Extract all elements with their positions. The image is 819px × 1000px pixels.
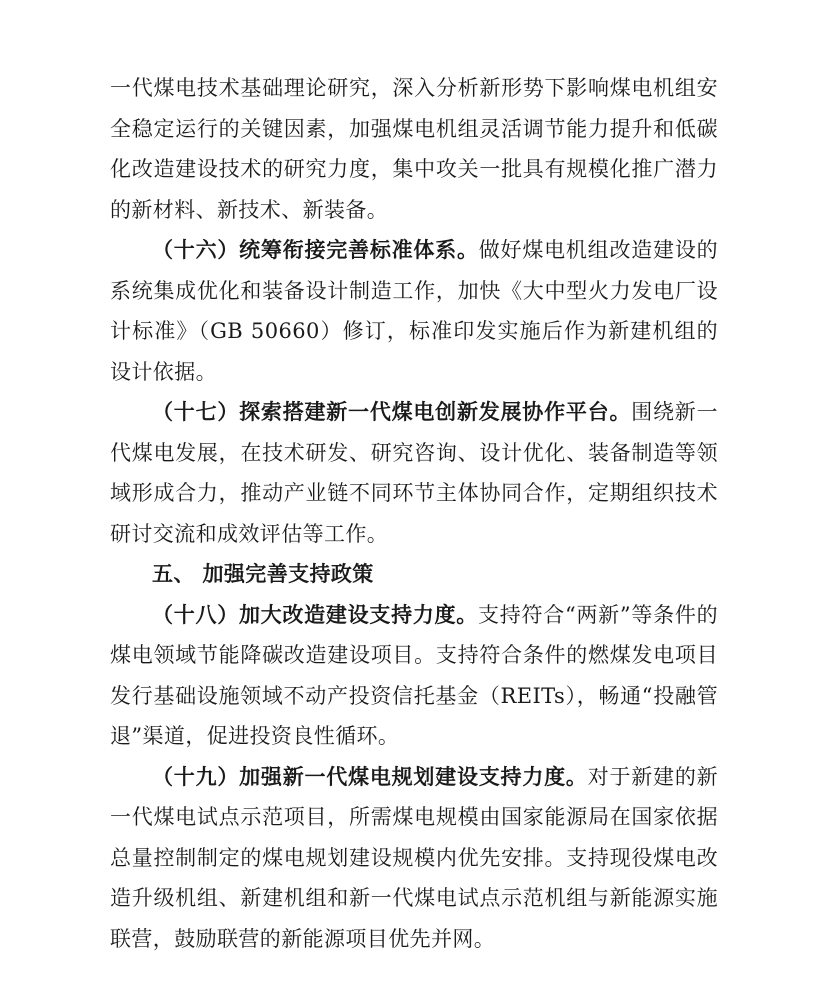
paragraph-lead: （十九）加强新一代煤电规划建设支持力度。 bbox=[152, 764, 588, 789]
paragraph-item-18 bbox=[110, 595, 718, 757]
paragraph-body: 做好煤电机组改造建设的系统集成优化和装备设计制造工作，加快《大中型火力发电厂设计标准》（GB 50660）修订，标准印发实施后作为新建机组的设计依据。 bbox=[110, 238, 719, 384]
paragraph-lead: （十七）探索搭建新一代煤电创新发展协作平台。 bbox=[152, 400, 632, 424]
document-page bbox=[110, 68, 718, 959]
section-heading: 五、 加强完善支持政策 bbox=[152, 562, 374, 586]
paragraph-continuation bbox=[110, 68, 718, 230]
paragraph-body: 围绕新一代煤电发展，在技术研发、研究咨询、设计优化、装备制造等领域形成合力，推动产业链不同环节主体协同合作，定期组织技术研讨交流和成效评估等工作。 bbox=[110, 400, 718, 546]
paragraph-item-19 bbox=[110, 757, 718, 960]
paragraph-lead: （十八）加大改造建设支持力度。 bbox=[152, 602, 479, 627]
paragraph-lead: （十六）统筹衔接完善标准体系。 bbox=[152, 238, 479, 262]
paragraph-body: 支持符合“两新”等条件的煤电领域节能降碳改造建设项目。支持符合条件的燃煤发电项目发行基础设施领域不动产投资信托基金（REITs），畅通“投融管退”渠道，促进投资良性循环。 bbox=[110, 602, 718, 748]
paragraph-item-16 bbox=[110, 230, 718, 392]
paragraph-body: 对于新建的新一代煤电试点示范项目，所需煤电规模由国家能源局在国家依据总量控制制定的煤电规划建设规模内优先安排。支持现役煤电改造升级机组、新建机组和新一代煤电试点示范机组与新能源实施联营，鼓励联营的新能源项目优先并网。 bbox=[110, 764, 719, 951]
paragraph-item-17 bbox=[110, 392, 718, 554]
paragraph-body: 一代煤电技术基础理论研究，深入分析新形势下影响煤电机组安全稳定运行的关键因素，加强煤电机组灵活调节能力提升和低碳化改造建设技术的研究力度，集中攻关一批具有规模化推广潜力的新材料、新技术、新装备。 bbox=[110, 76, 718, 222]
